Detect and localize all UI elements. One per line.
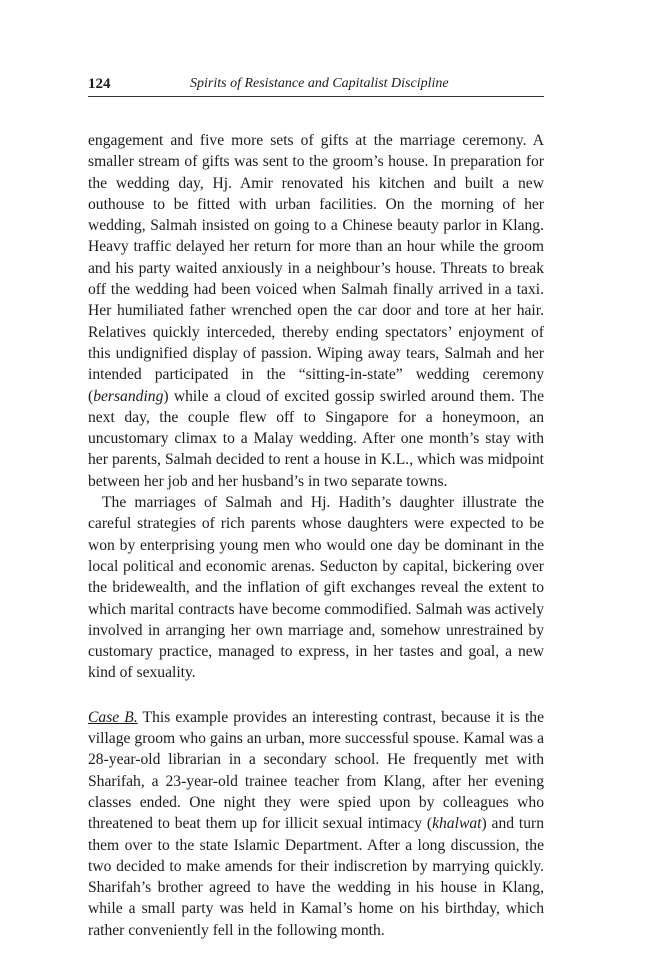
paragraph-1 <box>88 130 544 492</box>
page-header <box>88 76 544 96</box>
paragraph-3 <box>88 707 544 941</box>
term-khalwat: khalwat <box>432 815 482 833</box>
header-rule <box>88 96 544 97</box>
page-number: 124 <box>88 76 111 92</box>
paragraph-3-text-a: This example provides an interesting contrast, because it is the village groom who gains an urban, more successful spouse. Kamal was a 28-year-old librarian in a secondary school. He frequently met with Sharifah, a 23-year-old trainee teacher from Klang, after her evening classes ended. One night they were spied upon by colleagues who threatened to beat them up for illicit sexual intimacy ( <box>88 708 544 833</box>
section-gap <box>88 684 544 707</box>
paragraph-1-text-a: engagement and five more sets of gifts at the marriage ceremony. A smaller stream of gifts was sent to the groom’s house. In preparation for the wedding day, Hj. Amir renovated his kitchen and built a new outhouse to be fitted with urban facilities. On the morning of her wedding, Salmah insisted on going to a Chinese beauty parlor in Klang. Heavy traffic delayed her return for more than an hour while the groom and his party waited anxiously in a neighbour’s house. Threats to break off the wedding had been voiced when Salmah finally arrived in a taxi. Her humiliated father wrenched open the car door and tore at her hair. Relatives quickly interceded, thereby ending spectators’ enjoyment of this undignified display of passion. Wiping away tears, Salmah and her intended participated in the “sitting-in-state” wedding ceremony ( <box>88 132 544 405</box>
paragraph-3-text-b: ) and turn them over to the state Islamic Department. After a long discussion, the two decided to make amends for their indiscretion by marrying quickly. Sharifah’s brother agreed to have the wedding in his house in Klang, while a small party was held in Kamal’s home on his birthday, which rather conveniently fell in the following month. <box>88 815 544 939</box>
case-b-label: Case B. <box>88 708 138 726</box>
body-text <box>88 130 544 941</box>
running-title: Spirits of Resistance and Capitalist Discipline <box>190 76 449 91</box>
term-bersanding: bersanding <box>93 387 164 405</box>
paragraph-2: The marriages of Salmah and Hj. Hadith’s daughter illustrate the careful strategies of rich parents whose daughters were expected to be won by enterprising young men who would one day be dominant in the local political and economic arenas. Seducton by capital, bickering over the bridewealth, and the inflation of gift exchanges reveal the extent to which marital contracts have become commodified. Salmah was actively involved in arranging her own marriage and, somehow unrestrained by customary practice, managed to express, in her tastes and goal, a new kind of sexuality. <box>88 494 544 682</box>
paragraph-1-text-b: ) while a cloud of excited gossip swirled around them. The next day, the couple flew off to Singapore for a honeymoon, an uncustomary climax to a Malay wedding. After one month’s stay with her parents, Salmah decided to rent a house in K.L., which was midpoint between her job and her husband’s in two separate towns. <box>88 387 544 490</box>
